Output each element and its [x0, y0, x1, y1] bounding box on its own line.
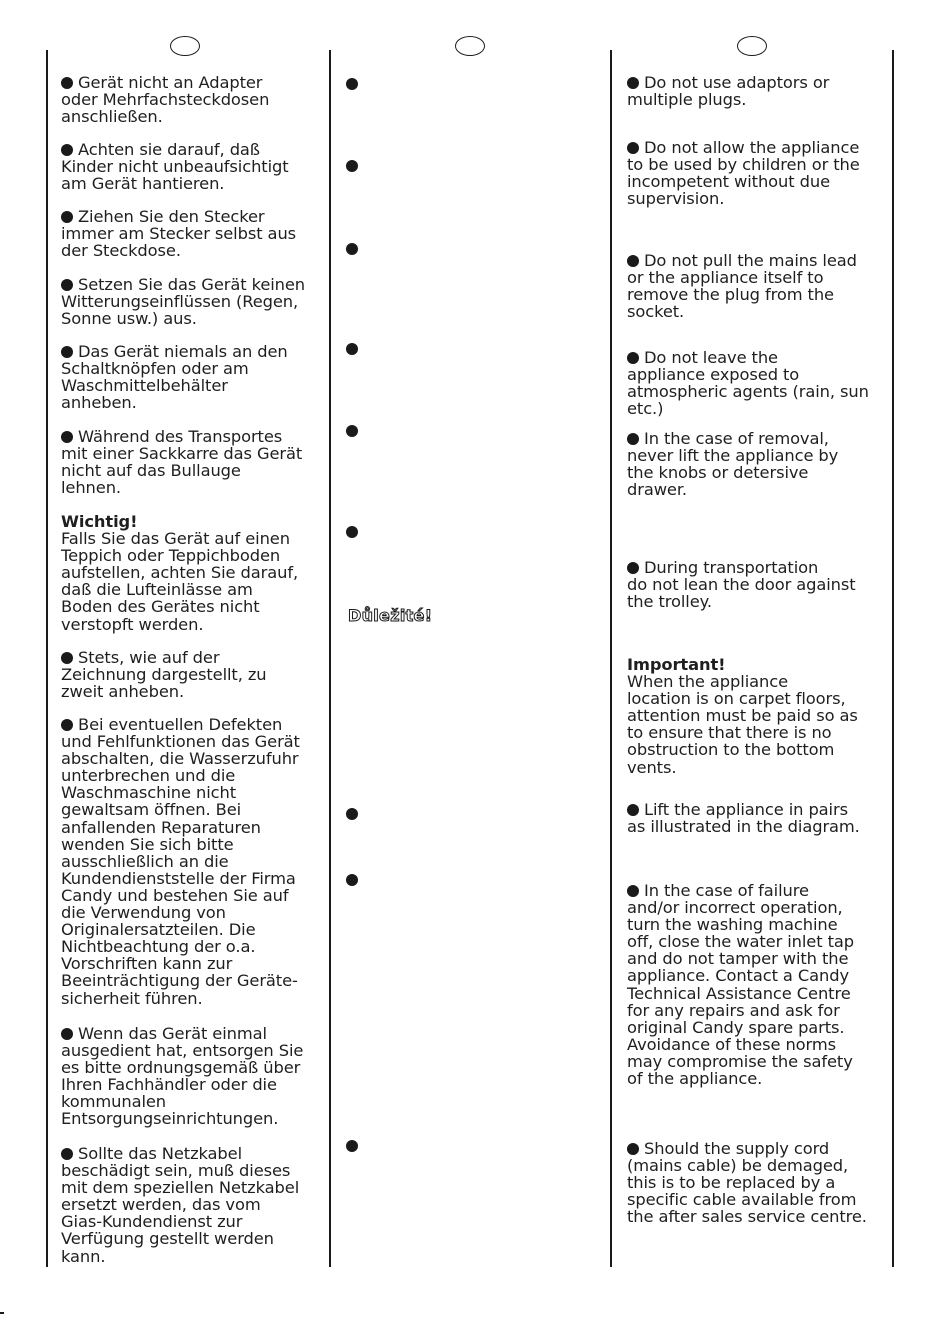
list-item: Lift the appliance in pairs as illustrated in the diagram.	[627, 800, 860, 837]
bullet-icon	[346, 343, 358, 355]
bullet-icon	[627, 433, 639, 445]
list-item: Should the supply cord (mains cable) be demaged, this is to be replaced by a specific cable available from the after sales service centre.	[627, 1139, 867, 1227]
list-item: Do not use adaptors or multiple plugs.	[627, 73, 830, 110]
column-divider-mid-right	[610, 50, 612, 1267]
bullet-icon	[346, 243, 358, 255]
list-item: Do not allow the appliance to be used by children or the incompetent without due supervision.	[627, 138, 860, 209]
list-item: During transportation do not lean the door against the trolley.	[627, 558, 856, 612]
list-item: Wenn das Gerät einmal ausgedient hat, entsorgen Sie es bitte ordnungsgemäß über Ihren Fachhändler oder die kommunalen Entsorgungseinrichtungen.	[61, 1024, 304, 1129]
bullet-icon	[627, 352, 639, 364]
bullet-icon	[61, 431, 73, 443]
list-item: Do not pull the mains lead or the appliance itself to remove the plug from the socket.	[627, 251, 857, 322]
column-divider-mid-left	[329, 50, 331, 1267]
bullet-icon	[61, 1028, 73, 1040]
column-divider-left	[46, 50, 48, 1267]
bullet-icon	[627, 255, 639, 267]
list-item: Während des Transportes mit einer Sackkarre das Gerät nicht auf das Bullauge lehnen.	[61, 427, 303, 498]
important-note: Wichtig! Falls Sie das Gerät auf einen Teppich oder Teppichboden aufstellen, achten Sie darauf, daß die Lufteinlässe am Boden des Gerätes nicht verstopft werden.	[61, 513, 323, 633]
bullet-icon	[346, 874, 358, 886]
list-item: Gerät nicht an Adapter oder Mehrfachsteckdosen anschließen.	[61, 73, 270, 127]
bullet-icon	[346, 425, 358, 437]
bullet-icon	[61, 1148, 73, 1160]
bullet-icon	[627, 1143, 639, 1155]
list-item: Ziehen Sie den Stecker immer am Stecker selbst aus der Steckdose.	[61, 207, 297, 261]
list-item: Setzen Sie das Gerät keinen Witterungseinflüssen (Regen, Sonne usw.) aus.	[61, 275, 306, 329]
list-item: Stets, wie auf der Zeichnung dargestellt, zu zweit anheben.	[61, 648, 267, 702]
column-divider-right	[892, 50, 894, 1267]
list-item: Bei eventuellen Defekten und Fehlfunktionen das Gerät abschalten, die Wasserzufuhr unterbrechen und die Waschmaschine nicht gewaltsam öffnen. Bei anfallenden Reparaturen wenden Sie sich bitte ausschließlich an die Kundendienststelle der Firma Candy und bestehen Sie auf die Verwendung von Originalersatzteilen. Die Nichtbeachtung der o.a. Vorschriften kann zur Beeinträchtigung der Geräte- sicherheit führen.	[61, 715, 300, 1008]
bullet-icon	[61, 211, 73, 223]
bullet-icon	[627, 804, 639, 816]
bullet-icon	[627, 142, 639, 154]
bullet-icon	[346, 1140, 358, 1152]
bullet-icon	[346, 78, 358, 90]
bullet-icon	[346, 808, 358, 820]
language-circle-cz	[455, 36, 485, 56]
bullet-icon	[627, 77, 639, 89]
important-heading: Důležité!	[348, 606, 433, 625]
bullet-icon	[346, 160, 358, 172]
bullet-icon	[61, 279, 73, 291]
language-circle-en	[737, 36, 767, 56]
bullet-icon	[61, 144, 73, 156]
bullet-icon	[61, 346, 73, 358]
list-item: Sollte das Netzkabel beschädigt sein, muß dieses mit dem speziellen Netzkabel ersetzt werden, das vom Gias-Kundendienst zur Verfügung gestellt werden kann.	[61, 1144, 300, 1266]
page-edge-mark	[0, 1312, 4, 1314]
important-heading: Important!	[627, 655, 726, 674]
bullet-icon	[61, 719, 73, 731]
list-item: Do not leave the appliance exposed to atmospheric agents (rain, sun etc.)	[627, 348, 869, 419]
important-heading: Wichtig!	[61, 512, 138, 531]
bullet-icon	[61, 77, 73, 89]
language-circle-de	[170, 36, 200, 56]
bullet-icon	[61, 652, 73, 664]
bullet-icon	[346, 526, 358, 538]
list-item: In the case of failure and/or incorrect operation, turn the washing machine off, close the water inlet tap and do not tamper with the appliance. Contact a Candy Technical Assistance Centre for any repairs and ask for original Candy spare parts. Avoidance of these norms may compromise the safety of the appliance.	[627, 881, 854, 1089]
important-note: Important! When the appliance location is on carpet floors, attention must be paid so as to ensure that there is no obstruction to the bottom vents.	[627, 656, 889, 776]
list-item: Achten sie darauf, daß Kinder nicht unbeaufsichtigt am Gerät hantieren.	[61, 140, 289, 194]
list-item: Das Gerät niemals an den Schaltknöpfen oder am Waschmittelbehälter anheben.	[61, 342, 288, 413]
list-item: In the case of removal, never lift the appliance by the knobs or detersive drawer.	[627, 429, 839, 500]
bullet-icon	[627, 885, 639, 897]
bullet-icon	[627, 562, 639, 574]
